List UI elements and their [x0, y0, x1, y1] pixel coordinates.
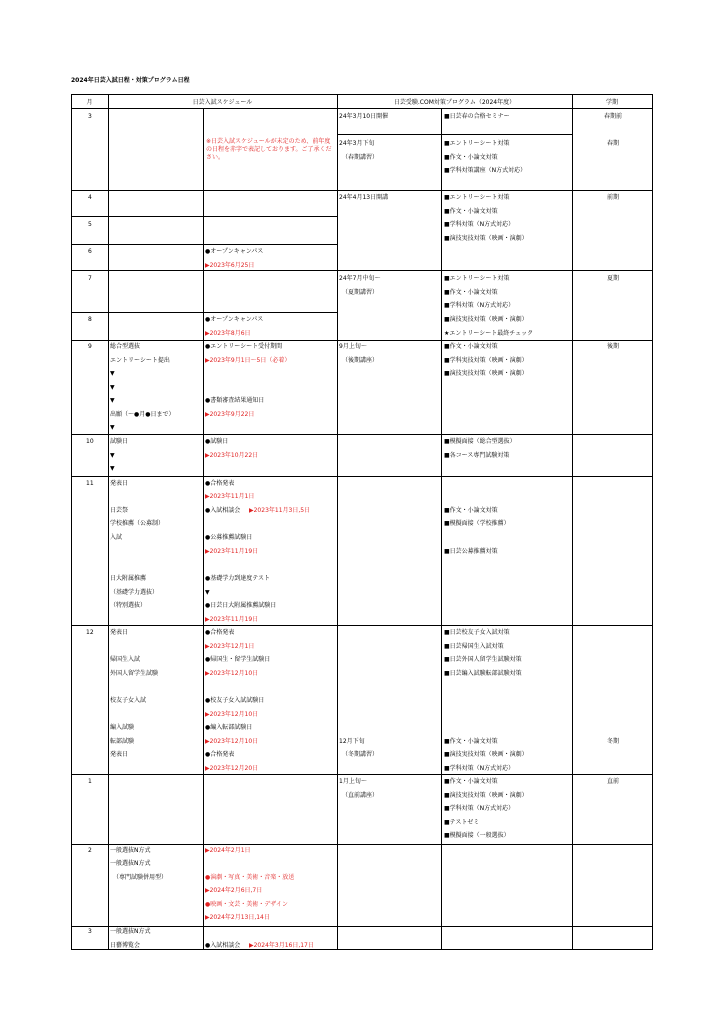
schedule-event: ●演劇・写真・美術・音楽・放送 — [205, 874, 295, 881]
program-item: ■日芸公募推薦対策 — [444, 548, 498, 555]
schedule-date: ▶2023年9月22日 — [205, 411, 255, 418]
schedule-label: 日大附属推薦 — [110, 575, 147, 582]
program-item: ■日芸校友子女入試対策 — [444, 629, 510, 636]
program-item: ■学科対策講座（N方式対応） — [444, 167, 527, 174]
program-date: 24年3月下旬 — [339, 140, 375, 147]
program-date: 9月上旬～ — [339, 343, 367, 350]
header-program: 日芸受験.COM対策プログラム（2024年度） — [393, 99, 516, 106]
month-cell: 1 — [88, 778, 92, 785]
schedule-label: ▼ — [110, 452, 115, 459]
term-label: 直前 — [607, 778, 620, 785]
schedule-event: ●エントリーシート受付期間 — [205, 343, 283, 350]
program-item: ■模擬面接（総合型選抜） — [444, 438, 516, 445]
schedule-date: ▶2023年8月6日 — [205, 330, 251, 337]
schedule-label: ▼ — [110, 424, 115, 431]
program-item: ■エントリーシート対策 — [444, 140, 510, 147]
schedule-event: ●合格発表 — [205, 629, 235, 636]
month-cell: 9 — [88, 343, 92, 350]
program-item: ■演技実技対策（映画・演劇） — [444, 751, 528, 758]
schedule-label: 発表日 — [110, 751, 129, 758]
schedule-date: ▶2023年12月10日 — [205, 670, 259, 677]
program-item: ■日芸春の合格セミナー — [444, 113, 510, 120]
program-item: ■模擬面接（一般選抜） — [444, 832, 510, 839]
schedule-label: 入試 — [110, 534, 123, 541]
schedule-date: ▶2023年12月10日 — [205, 738, 259, 745]
schedule-event: ●合格発表 — [205, 751, 235, 758]
schedule-label: （専門試験併用型） — [113, 874, 168, 881]
schedule-date: ▶2024年2月13日,14日 — [205, 914, 270, 921]
month-cell: 8 — [88, 316, 92, 323]
program-item: ■学科対策（N方式対応） — [444, 765, 515, 772]
month-cell: 5 — [88, 221, 92, 228]
month-cell: 4 — [88, 194, 92, 201]
schedule-label: 総合型選抜 — [110, 343, 141, 350]
schedule-date: ▶2024年2月6日,7日 — [205, 887, 263, 894]
schedule-event: ●試験日 — [205, 438, 229, 445]
schedule-event: ●帰国生・留学生試験日 — [205, 656, 271, 663]
schedule-label: （特別選抜） — [110, 602, 147, 609]
schedule-label: ▼ — [110, 384, 115, 391]
schedule-label: 出願（～●月●日まで） — [110, 411, 175, 418]
schedule-label: 日芸祭 — [110, 507, 129, 514]
term-label: 春期 — [607, 140, 620, 147]
month-cell: 11 — [86, 480, 94, 487]
program-item: ■作文・小論文対策 — [444, 507, 498, 514]
program-item: ■学科対策（N方式対応） — [444, 805, 515, 812]
term-label: 春期前 — [604, 113, 623, 120]
program-item: ■テストゼミ — [444, 819, 480, 826]
program-item: ■日芸外国人留学生試験対策 — [444, 656, 522, 663]
program-date: （春期講習） — [342, 154, 379, 161]
schedule-label: 試験日 — [110, 438, 129, 445]
schedule-event: ●編入転部試験日 — [205, 724, 253, 731]
program-item: ■日芸編入試験転部試験対策 — [444, 670, 522, 677]
month-cell: 10 — [86, 438, 94, 445]
program-item: ■エントリーシート対策 — [444, 194, 510, 201]
schedule-label: ▼ — [110, 465, 115, 472]
month-cell: 3 — [88, 928, 92, 935]
document-title: 2024年日芸入試日程・対策プログラム日程 — [71, 77, 190, 84]
schedule-label: 学校推薦（公募制） — [110, 520, 165, 527]
schedule-label: 日藝博覧会 — [110, 942, 141, 949]
month-cell: 3 — [88, 113, 92, 120]
term-label: 後期 — [607, 343, 620, 350]
schedule-event: ●オープンキャンパス — [205, 248, 264, 255]
program-item: ■学科対策（N方式対応） — [444, 302, 515, 309]
schedule-date: ▶2023年11月19日 — [205, 616, 259, 623]
month-cell: 7 — [88, 275, 92, 282]
schedule-label: （基礎学力選抜） — [110, 589, 159, 596]
program-item: ■作文・小論文対策 — [444, 778, 498, 785]
program-date: 1月上旬～ — [339, 778, 367, 785]
program-date: 24年7月中旬～ — [339, 275, 381, 282]
month-cell: 6 — [88, 248, 92, 255]
schedule-date: ▶2023年12月20日 — [205, 765, 259, 772]
term-label: 前期 — [607, 194, 620, 201]
schedule-event: ●オープンキャンパス — [205, 316, 264, 323]
month-cell: 12 — [86, 629, 94, 636]
schedule-date: ▶2023年6月25日 — [205, 262, 255, 269]
program-date: 24年4月13日開講 — [339, 194, 389, 201]
schedule-event: ●日芸日大附属推薦試験日 — [205, 602, 277, 609]
schedule-event: ●書類審査結果通知日 — [205, 397, 265, 404]
schedule-label: ▼ — [110, 370, 115, 377]
program-item: ■作文・小論文対策 — [444, 208, 498, 215]
term-label: 夏期 — [607, 275, 620, 282]
schedule-label: エントリーシート提出 — [110, 357, 170, 364]
schedule-event: ●公募推薦試験日 — [205, 534, 253, 541]
schedule-date: ▶2023年12月1日 — [205, 643, 255, 650]
schedule-date: ▶2023年10月22日 — [205, 452, 259, 459]
program-date: （直前講座） — [342, 792, 379, 799]
schedule-event: ●基礎学力到達度テスト — [205, 575, 270, 582]
program-date: （夏期講習） — [342, 289, 379, 296]
program-item: ■作文・小論文対策 — [444, 343, 498, 350]
program-item: ■作文・小論文対策 — [444, 154, 498, 161]
schedule-event: ●合格発表 — [205, 480, 235, 487]
program-item: ■演技実技対策（映画・演劇） — [444, 792, 528, 799]
schedule-date: ▶2024年3月16日,17日 — [249, 942, 314, 949]
program-date: （冬期講習） — [342, 751, 379, 758]
program-item: ■演技実技対策（映画・演劇） — [444, 370, 528, 377]
program-date: （後期講座） — [342, 357, 379, 364]
program-item: ■模擬面接（学校推薦） — [444, 520, 510, 527]
program-item: ■各コース専門試験対策 — [444, 452, 510, 459]
schedule-event: ▼ — [205, 589, 210, 596]
schedule-label: 一般選抜N方式 — [110, 928, 151, 935]
schedule-date: ▶2024年2月1日 — [205, 847, 251, 854]
schedule-event: ●入試相談会 — [205, 507, 241, 514]
program-item: ■作文・小論文対策 — [444, 738, 498, 745]
schedule-event: ●映画・文芸・美術・デザイン — [205, 901, 288, 908]
program-item: ■学科対策（N方式対応） — [444, 221, 515, 228]
program-item: ■学科実技対策（映画・演劇） — [444, 357, 528, 364]
program-date: 24年3月10日開催 — [339, 113, 389, 120]
schedule-label: 一般選抜N方式 — [110, 860, 151, 867]
term-label: 冬期 — [607, 738, 620, 745]
schedule-label: 一般選抜N方式 — [110, 847, 151, 854]
schedule-label: 外国人留学生試験 — [110, 670, 159, 677]
schedule-date: ▶2023年11月19日 — [205, 548, 259, 555]
schedule-event: ●入試相談会 — [205, 942, 241, 949]
schedule-label: 発表日 — [110, 480, 129, 487]
schedule-date: ▶2023年11月3日,5日 — [249, 507, 311, 514]
program-item: ■演技実技対策（映画・演劇） — [444, 235, 528, 242]
program-item: ■日芸帰国生入試対策 — [444, 643, 504, 650]
program-item: ■エントリーシート対策 — [444, 275, 510, 282]
month-cell: 2 — [88, 847, 92, 854]
header-schedule: 日芸入試スケジュール — [192, 99, 253, 106]
header-month: 月 — [86, 99, 93, 106]
schedule-event: ●校友子女入試試験日 — [205, 697, 265, 704]
program-item: ■演技実技対策（映画・演劇） — [444, 316, 528, 323]
header-term: 学期 — [605, 99, 618, 106]
program-date: 12月下旬 — [339, 738, 365, 745]
schedule-date: ▶2023年9月1日～5日（必着） — [205, 357, 291, 364]
program-item: ■作文・小論文対策 — [444, 289, 498, 296]
schedule-label: ▼ — [110, 397, 115, 404]
schedule-label: 校友子女入試 — [110, 697, 147, 704]
schedule-label: 転部試験 — [110, 738, 135, 745]
schedule-label: 編入試験 — [110, 724, 135, 731]
schedule-label: 発表日 — [110, 629, 129, 636]
schedule-date: ▶2023年11月1日 — [205, 493, 255, 500]
schedule-label: 帰国生入試 — [110, 656, 141, 663]
schedule-note: ※日芸入試スケジュールが未定のため、前年度の日程を赤字で表記しております。ご了承ください。 — [206, 138, 332, 161]
program-item: ★エントリーシート最終チェック — [444, 330, 534, 337]
schedule-date: ▶2023年12月10日 — [205, 711, 259, 718]
